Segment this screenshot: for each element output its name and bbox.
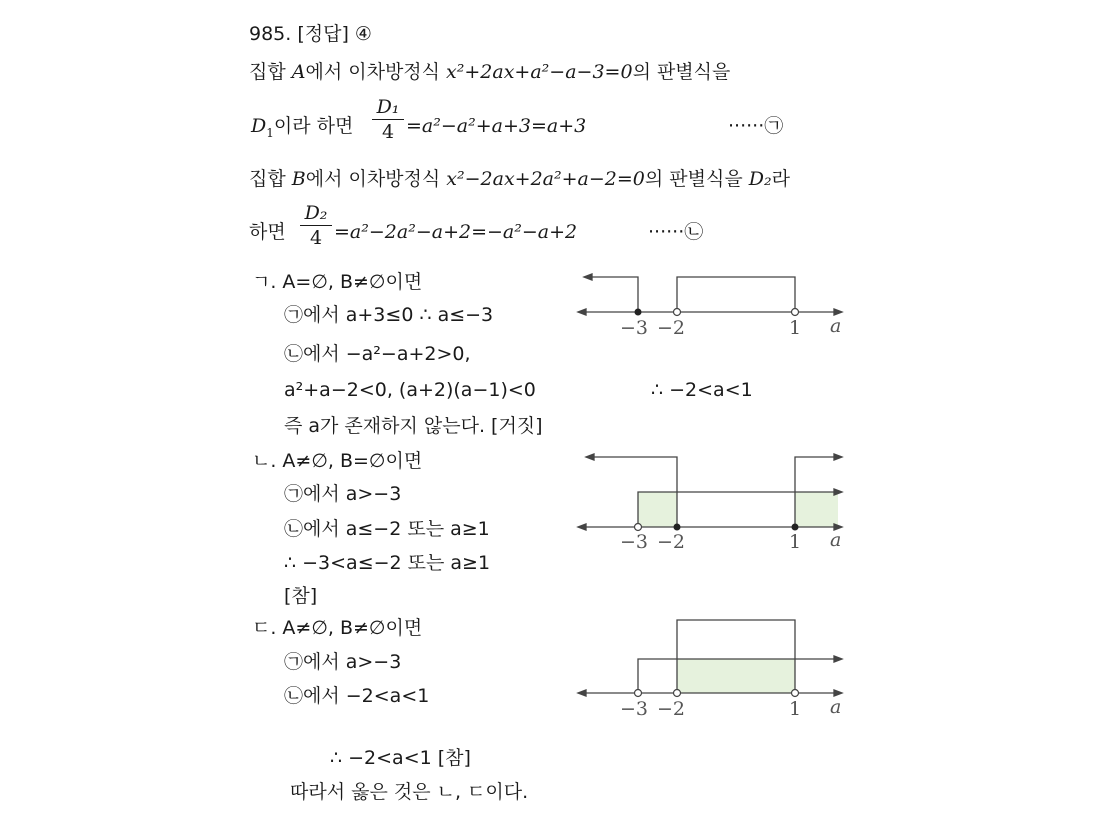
text: 의 판별식을: [632, 61, 731, 83]
text: 에서 이차방정식: [305, 168, 447, 190]
intro-line-3: [249, 167, 790, 191]
intro-line-4: 하면: [249, 221, 286, 243]
equation-a: x²+2ax+a²−a−3=0: [446, 61, 633, 83]
fraction-d2-over-4: [300, 202, 332, 249]
discriminant-2-symbol: D₂: [748, 168, 772, 190]
problem-header: 985. [정답] ④: [249, 23, 372, 45]
case3-step2: ㉡에서 −2<a<1: [284, 685, 430, 707]
set-b-symbol: B: [291, 168, 306, 190]
case3-step1: ㉠에서 a>−3: [284, 651, 402, 673]
line-group: [578, 274, 842, 315]
intro-line-1: [249, 60, 730, 84]
conclusion: 따라서 옳은 것은 ㄴ, ㄷ이다.: [290, 781, 529, 803]
text: 라: [771, 168, 790, 190]
tick-label-1: 1: [789, 698, 802, 720]
axis-arrow-left: [578, 309, 586, 315]
subscript: 1: [266, 126, 274, 140]
point-minus2-filled: [674, 524, 681, 531]
tick-label-1: 1: [789, 317, 802, 339]
number-line-1: [576, 270, 856, 342]
tick-label-minus3: −3: [620, 317, 649, 339]
axis-arrow-left: [578, 690, 586, 696]
marker-2: ······㉡: [648, 221, 704, 243]
case2-head: ㄴ. A≠∅, B=∅이면: [252, 450, 423, 472]
number-line-2: [576, 449, 856, 553]
arrow-head: [834, 489, 842, 495]
text: 이라 하면: [273, 115, 354, 137]
equation-d2: =a²−2a²−a+2=−a²−a+2: [334, 221, 578, 243]
discriminant-symbol: D: [251, 115, 267, 137]
case3-step3: ∴ −2<a<1 [참]: [330, 747, 471, 769]
tick-label-minus2: −2: [657, 531, 686, 553]
tick-label-minus3: −3: [620, 531, 649, 553]
shade-region-left: [638, 492, 677, 527]
fraction-bar: [300, 225, 332, 226]
axis-label: a: [830, 529, 842, 551]
point-1-filled: [792, 524, 799, 531]
shade-region-right: [795, 492, 838, 527]
fraction-denominator: 4: [309, 227, 323, 249]
case1-step1: ㉠에서 a+3≤0 ∴ a≤−3: [284, 304, 494, 326]
intro-line-2: [251, 114, 353, 145]
case1-step3b: ∴ −2<a<1: [651, 379, 753, 401]
tick-label-minus2: −2: [657, 698, 686, 720]
case2-step2: ㉡에서 a≤−2 또는 a≥1: [284, 518, 490, 540]
number-line-3: [576, 616, 856, 720]
point-1-open: [792, 309, 799, 316]
case2-step3: ∴ −3<a≤−2 또는 a≥1: [284, 552, 491, 574]
text: 의 판별식을: [644, 168, 749, 190]
axis-label: a: [830, 315, 842, 337]
equation-b: x²−2ax+2a²+a−2=0: [446, 168, 645, 190]
arrow-head: [834, 656, 842, 662]
set-b-bracket: [677, 277, 795, 312]
fraction-numerator: D₁: [376, 96, 400, 118]
case1-head: ㄱ. A=∅, B≠∅이면: [252, 271, 423, 293]
point-minus2-open: [674, 690, 681, 697]
fraction-bar: [372, 119, 404, 120]
point-minus3-open: [635, 524, 642, 531]
shade-region: [677, 659, 795, 693]
case1-step4: 즉 a가 존재하지 않는다. [거짓]: [284, 415, 543, 437]
axis-label: a: [830, 696, 842, 718]
tick-label-1: 1: [789, 531, 802, 553]
equation-d1: =a²−a²+a+3=a+3: [406, 115, 587, 137]
point-minus3-filled: [635, 309, 642, 316]
set-a-symbol: A: [291, 61, 306, 83]
tick-label-minus2: −2: [657, 317, 686, 339]
fraction-numerator: D₂: [304, 202, 328, 224]
tick-label-minus3: −3: [620, 698, 649, 720]
marker-1: ······㉠: [728, 115, 784, 137]
point-minus2-open: [674, 309, 681, 316]
case2-step4: [참]: [284, 585, 318, 607]
fraction-denominator: 4: [381, 121, 395, 143]
arrow-head: [586, 454, 594, 460]
case1-step2: ㉡에서 −a²−a+2>0,: [284, 343, 471, 365]
fraction-d1-over-4: [372, 96, 404, 143]
arrow-head: [584, 274, 592, 280]
axis-arrow-left: [578, 524, 586, 530]
text: 에서 이차방정식: [305, 61, 447, 83]
case3-head: ㄷ. A≠∅, B≠∅이면: [252, 617, 423, 639]
point-1-open: [792, 690, 799, 697]
arrow-head: [834, 454, 842, 460]
case2-step1: ㉠에서 a>−3: [284, 483, 402, 505]
set-a-bracket: [588, 277, 638, 312]
point-minus3-open: [635, 690, 642, 697]
case1-step3: a²+a−2<0, (a+2)(a−1)<0: [284, 379, 536, 401]
text: 집합: [249, 168, 292, 190]
text: 집합: [249, 61, 292, 83]
